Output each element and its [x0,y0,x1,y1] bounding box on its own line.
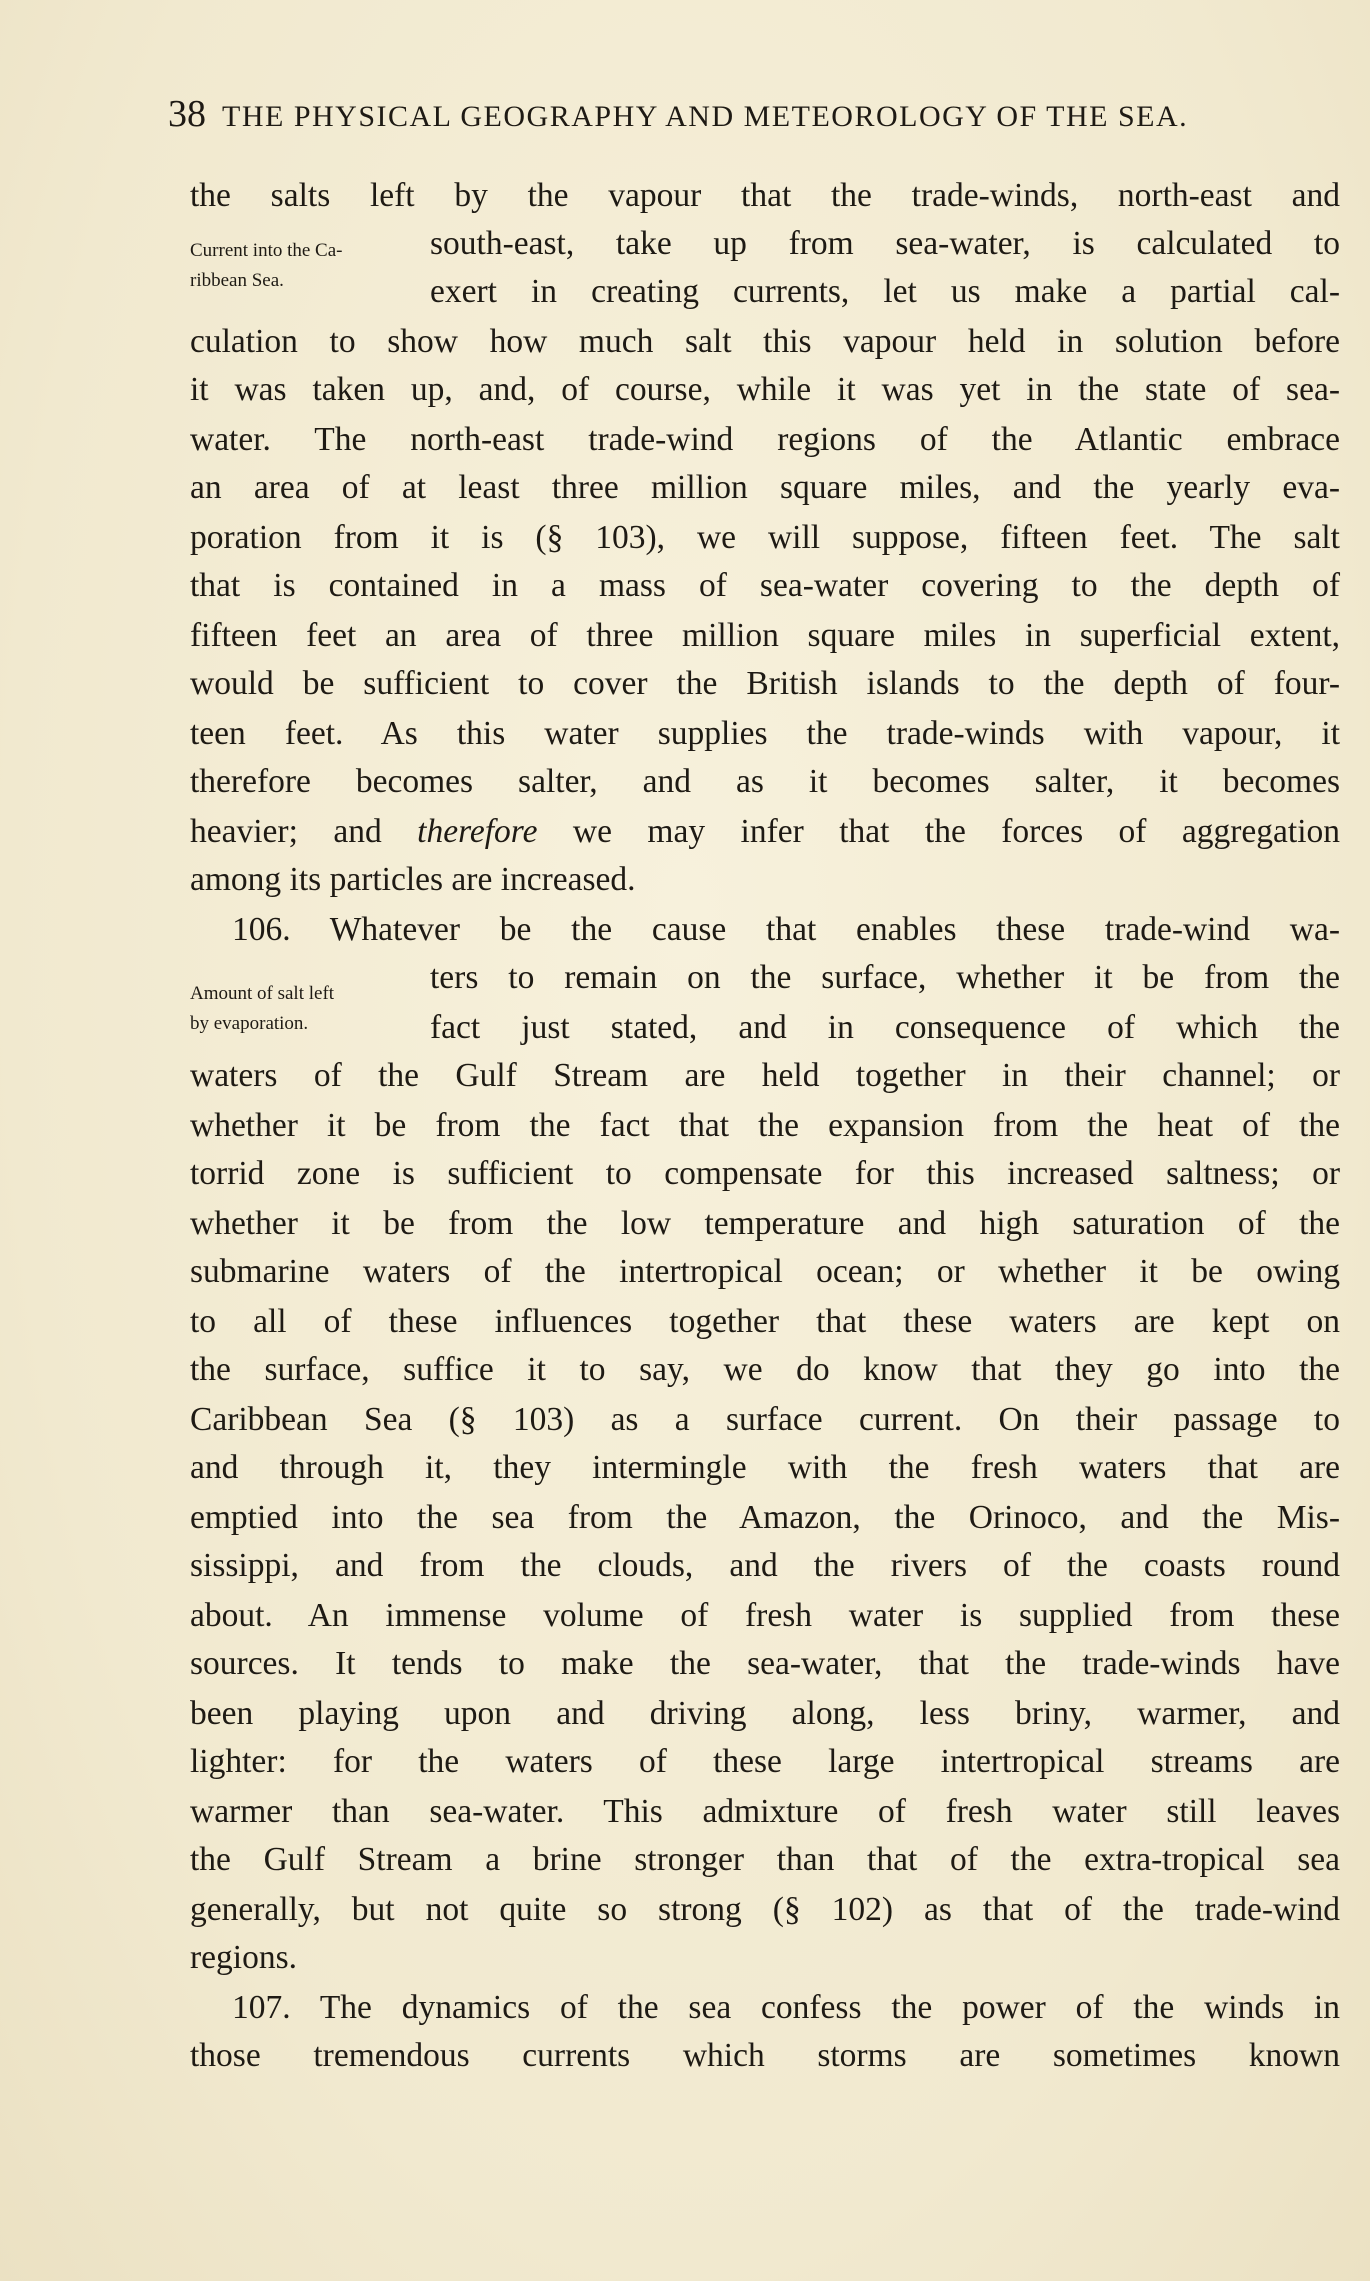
text-line: the surface, suffice it to say, we do know that they go into the [190,1351,1340,1388]
text-line: south-east, take up from sea-water, is calculated to [430,225,1340,262]
sidenote-line: ribbean Sea. [190,270,284,291]
text-line: fact just stated, and in consequence of which the [430,1009,1340,1046]
text-line: sources. It tends to make the sea-water, that the trade-winds have [190,1645,1340,1682]
text-line: it was taken up, and, of course, while it was yet in the state of sea- [190,371,1340,408]
text-line: lighter: for the waters of these large intertropical streams are [190,1743,1340,1780]
text-line: the Gulf Stream a brine stronger than that of the extra-tropical sea [190,1841,1340,1878]
text-line: torrid zone is sufficient to compensate for this increased saltness; or [190,1155,1340,1192]
running-title: THE PHYSICAL GEOGRAPHY AND METEOROLOGY OF THE SEA. [222,100,1189,133]
text-line: to all of these influences together that these waters are kept on [190,1303,1340,1340]
text-line: that is contained in a mass of sea-water covering to the depth of [190,567,1340,604]
text-line: and through it, they intermingle with the fresh waters that are [190,1449,1340,1486]
text-line: whether it be from the fact that the expansion from the heat of the [190,1107,1340,1144]
sidenote-line: Current into the Ca- [190,240,343,261]
text-span: we may infer that the forces of aggregation [572,813,1341,850]
text-span: heavier; and [190,813,382,850]
text-line: therefore becomes salter, and as it becomes salter, it becomes [190,763,1340,800]
text-line: sissippi, and from the clouds, and the rivers of the coasts round [190,1547,1340,1584]
text-line: been playing upon and driving along, less briny, warmer, and [190,1695,1340,1732]
text-line: exert in creating currents, let us make a partial cal- [430,273,1340,310]
text-line: about. An immense volume of fresh water is supplied from these [190,1597,1340,1634]
text-line: would be sufficient to cover the British islands to the depth of four- [190,665,1340,702]
text-line: fifteen feet an area of three million square miles in superficial extent, [190,617,1340,654]
italic-emphasis: therefore [417,813,538,850]
text-line: teen feet. As this water supplies the trade-winds with vapour, it [190,715,1340,752]
paragraph-106-start: 106. Whatever be the cause that enables these trade-wind wa- [232,911,1340,948]
text-line: culation to show how much salt this vapour held in solution before [190,323,1340,360]
text-line: ters to remain on the surface, whether it be from the [430,959,1340,996]
text-line: water. The north-east trade-wind regions of the Atlantic embrace [190,421,1340,458]
text-line: the salts left by the vapour that the trade-winds, north-east and [190,177,1340,214]
sidenote-salt [190,979,334,1039]
text-line: warmer than sea-water. This admixture of fresh water still leaves [190,1793,1340,1830]
text-line: whether it be from the low temperature and high saturation of the [190,1205,1340,1242]
text-line: poration from it is (§ 103), we will suppose, fifteen feet. The salt [190,519,1340,556]
paragraph-107-start: 107. The dynamics of the sea confess the power of the winds in [232,1989,1340,2026]
text-line: among its particles are increased. [190,861,636,898]
text-line: generally, but not quite so strong (§ 102) as that of the trade-wind [190,1891,1340,1928]
text-line: waters of the Gulf Stream are held together in their channel; or [190,1057,1340,1094]
sidenote-line: by evaporation. [190,1013,309,1034]
text-line: those tremendous currents which storms are sometimes known [190,2037,1340,2074]
text-line: emptied into the sea from the Amazon, the Orinoco, and the Mis- [190,1499,1340,1536]
text-line: Caribbean Sea (§ 103) as a surface current. On their passage to [190,1401,1340,1438]
text-line [190,808,1340,856]
text-line: submarine waters of the intertropical ocean; or whether it be owing [190,1253,1340,1290]
text-line: an area of at least three million square miles, and the yearly eva- [190,469,1340,506]
text-line: regions. [190,1939,297,1976]
page-number: 38 [168,93,206,135]
sidenote-line: Amount of salt left [190,983,335,1004]
sidenote-current [190,236,343,296]
running-head [168,92,1258,136]
